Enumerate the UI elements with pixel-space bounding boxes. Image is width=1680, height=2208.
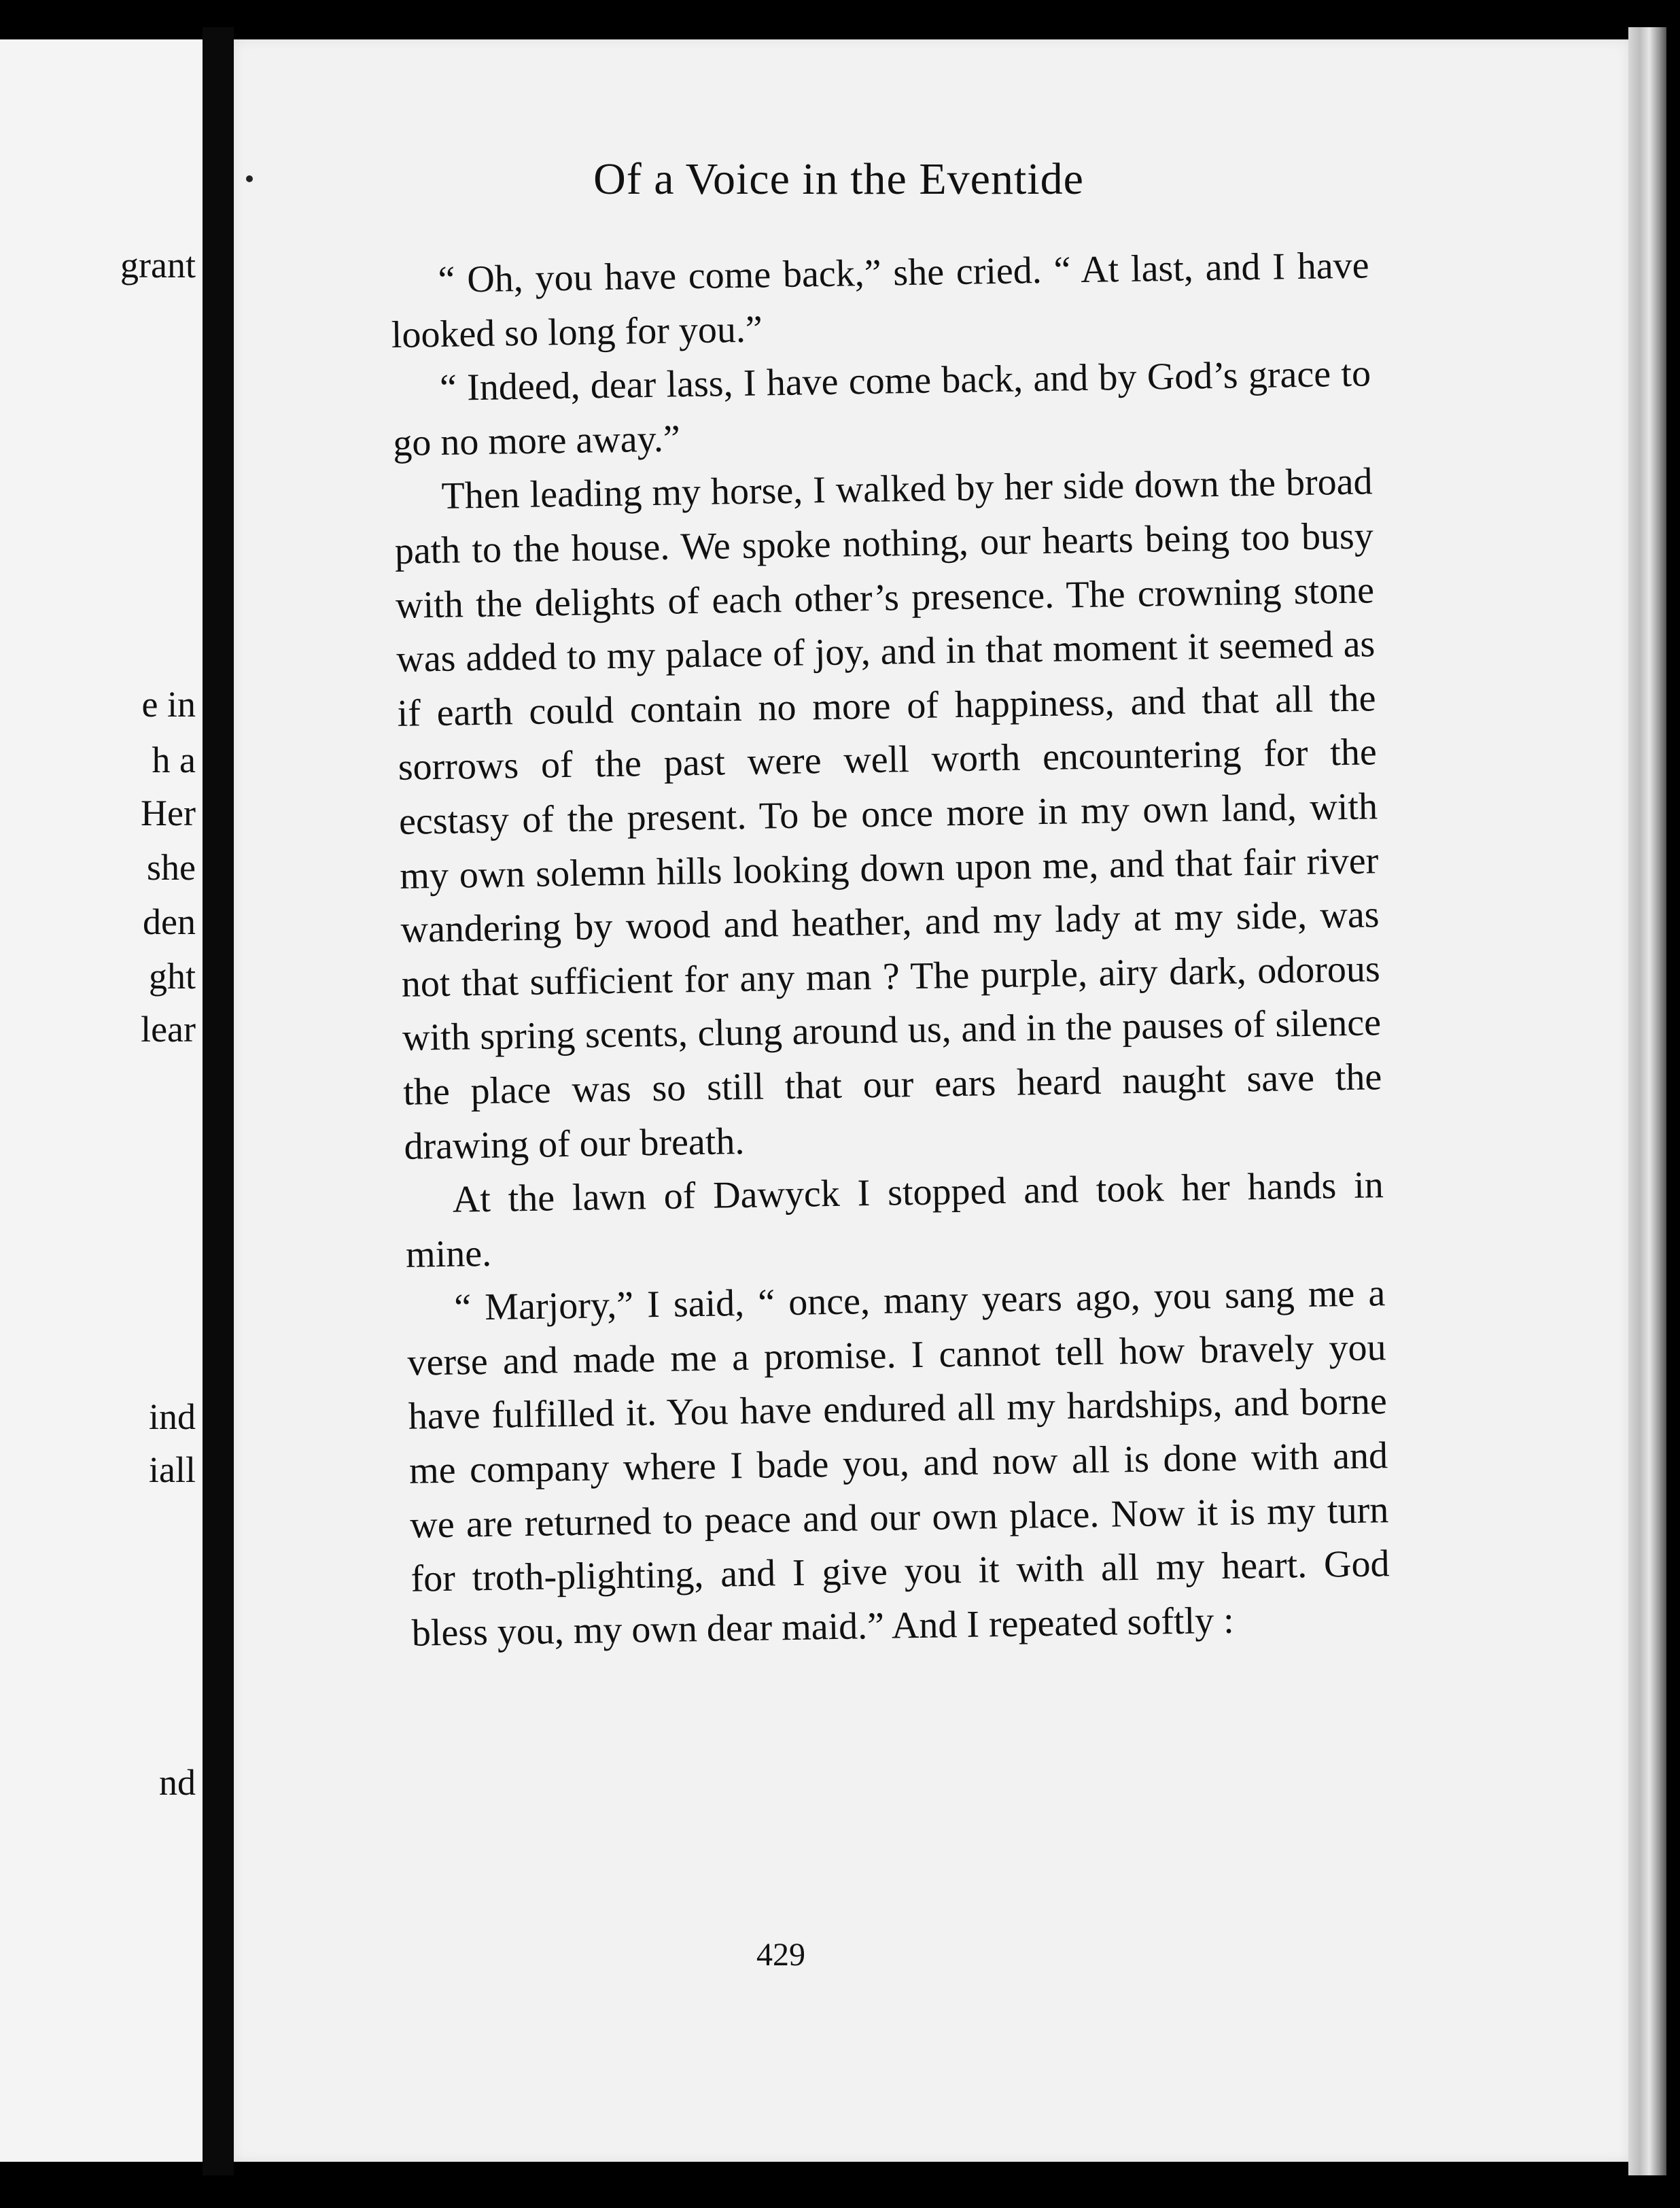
left-page-text-fragment: e in <box>141 684 196 725</box>
ink-speck <box>246 175 253 182</box>
left-page-text-fragment: h a <box>152 740 196 780</box>
left-page-text-fragment: nd <box>159 1762 196 1803</box>
paragraph: “ Oh, you have come back,” she cried. “ At last, and I have looked so long for you.” <box>391 244 1369 356</box>
paragraph: At the lawn of Dawyck I stopped and took her hands in mine. <box>405 1164 1384 1276</box>
book-page <box>234 39 1628 2162</box>
left-page-text-fragment: ind <box>148 1396 196 1437</box>
running-head: Of a Voice in the Eventide <box>593 154 1084 204</box>
paragraph: “ Indeed, dear lass, I have come back, and by God’s grace to go no more away.” <box>392 352 1371 464</box>
left-page-text-fragment: lear <box>141 1009 196 1050</box>
body-text <box>390 239 1390 1661</box>
left-page-text-fragment: den <box>143 901 196 942</box>
book-gutter <box>203 27 234 2175</box>
left-page-text-fragment: grant <box>120 245 196 286</box>
page-number: 429 <box>756 1937 805 1973</box>
paragraph: “ Marjory,” I said, “ once, many years ago, you sang me a verse and made me a promise. I cannot tell how bravely you have fulfilled it. You have endured all my hardships, and borne me company where I bade you, and now all is done with and we are returned to peace and our own place. Now it is my turn for troth-plighting, and I give you it with all my heart. God bless you, my own dear maid.” And I repeated softly : <box>407 1272 1390 1655</box>
left-page-text-fragment: iall <box>149 1449 196 1490</box>
paragraph: Then leading my horse, I walked by her side down the broad path to the house. We spoke nothing, our hearts being too busy with the delights of each other’s presence. The crowning stone was added to my palace of joy, and in that moment it seemed as if earth could contain no more of happiness, and that all the sorrows of the past were well worth encountering for the ecstasy of the present. To be once more in my own land, with my own solemn hills looking down upon me, and that fair river wandering by wood and heather, and my lady at my side, was not that sufficient for any man ? The purple, airy dark, odorous with spring scents, clung around us, and in the pauses of silence the place was so still that our ears heard naught save the drawing of our breath. <box>394 460 1382 1168</box>
page-edges <box>1628 27 1666 2175</box>
left-page-text-fragment: ght <box>148 956 196 997</box>
left-facing-page <box>0 39 203 2162</box>
left-page-text-fragment: she <box>147 847 196 888</box>
left-page-text-fragment: Her <box>141 793 196 833</box>
